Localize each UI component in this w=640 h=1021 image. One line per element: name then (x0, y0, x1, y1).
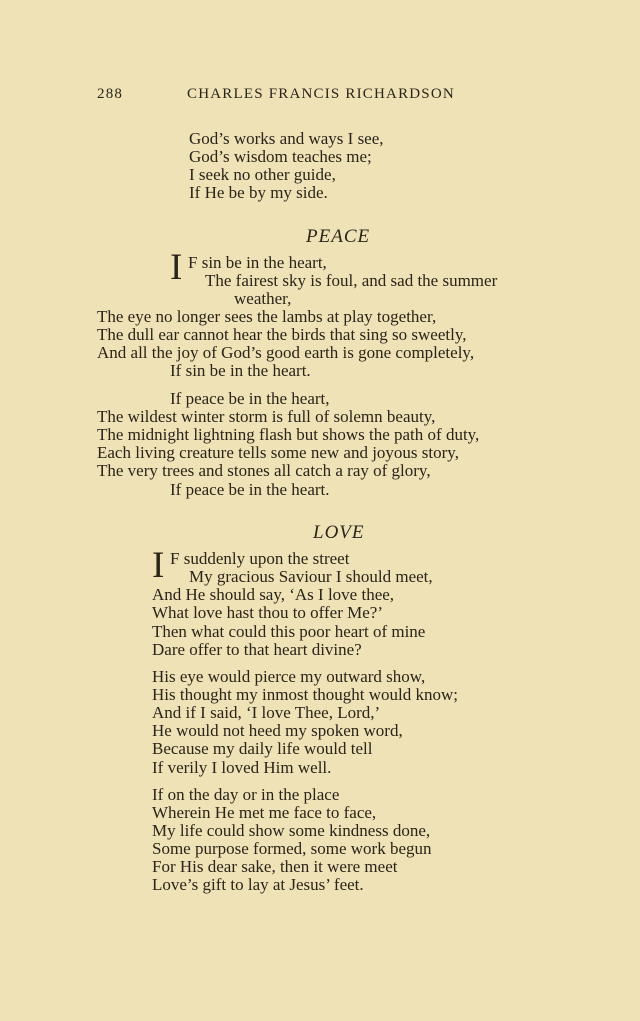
verse-line: The wildest winter storm is full of solemn beauty, (97, 407, 436, 426)
verse-line: I seek no other guide, (189, 165, 336, 184)
drop-cap: I (170, 247, 183, 288)
verse-line: weather, (234, 289, 292, 308)
verse-line: The very trees and stones all catch a ray of glory, (97, 461, 431, 480)
verse-line: My life could show some kindness done, (152, 821, 431, 840)
verse-line: Because my daily life would tell (152, 739, 373, 758)
verse-line: F sin be in the heart, (188, 253, 327, 272)
verse-line: If verily I loved Him well. (152, 758, 332, 777)
verse-line: F suddenly upon the street (170, 549, 350, 568)
verse-line: The dull ear cannot hear the birds that sing so sweetly, (97, 325, 467, 344)
drop-cap: I (152, 545, 165, 586)
verse-line: Wherein He met me face to face, (152, 803, 377, 822)
verse-line: He would not heed my spoken word, (152, 721, 403, 740)
verse-line: The fairest sky is foul, and sad the summer (205, 271, 498, 290)
poem-title-peace: PEACE (306, 226, 371, 247)
verse-line: Each living creature tells some new and joyous story, (97, 443, 459, 462)
verse-line: For His dear sake, then it were meet (152, 857, 398, 876)
verse-line: Some purpose formed, some work begun (152, 839, 432, 858)
verse-line: If He be by my side. (189, 183, 328, 202)
page-number: 288 (97, 86, 124, 102)
running-head: CHARLES FRANCIS RICHARDSON (187, 86, 455, 102)
verse-line: The eye no longer sees the lambs at play together, (97, 307, 437, 326)
verse-line: Love’s gift to lay at Jesus’ feet. (152, 875, 364, 894)
verse-line: God’s works and ways I see, (189, 129, 384, 148)
verse-line: If peace be in the heart. (170, 480, 330, 499)
verse-line: His thought my inmost thought would know; (152, 685, 459, 704)
verse-line: The midnight lightning flash but shows the path of duty, (97, 425, 480, 444)
verse-line: If peace be in the heart, (170, 389, 330, 408)
verse-line: And He should say, ‘As I love thee, (152, 585, 395, 604)
poem-title-love: LOVE (313, 522, 365, 543)
verse-line: If on the day or in the place (152, 785, 340, 804)
verse-line: What love hast thou to offer Me?’ (152, 603, 384, 622)
verse-line: And all the joy of God’s good earth is gone completely, (97, 343, 475, 362)
verse-line: His eye would pierce my outward show, (152, 667, 426, 686)
verse-line: God’s wisdom teaches me; (189, 147, 372, 166)
verse-line: If sin be in the heart. (170, 361, 311, 380)
verse-line: My gracious Saviour I should meet, (189, 567, 433, 586)
verse-line: Dare offer to that heart divine? (152, 640, 362, 659)
verse-line: And if I said, ‘I love Thee, Lord,’ (152, 703, 381, 722)
verse-line: Then what could this poor heart of mine (152, 622, 426, 641)
